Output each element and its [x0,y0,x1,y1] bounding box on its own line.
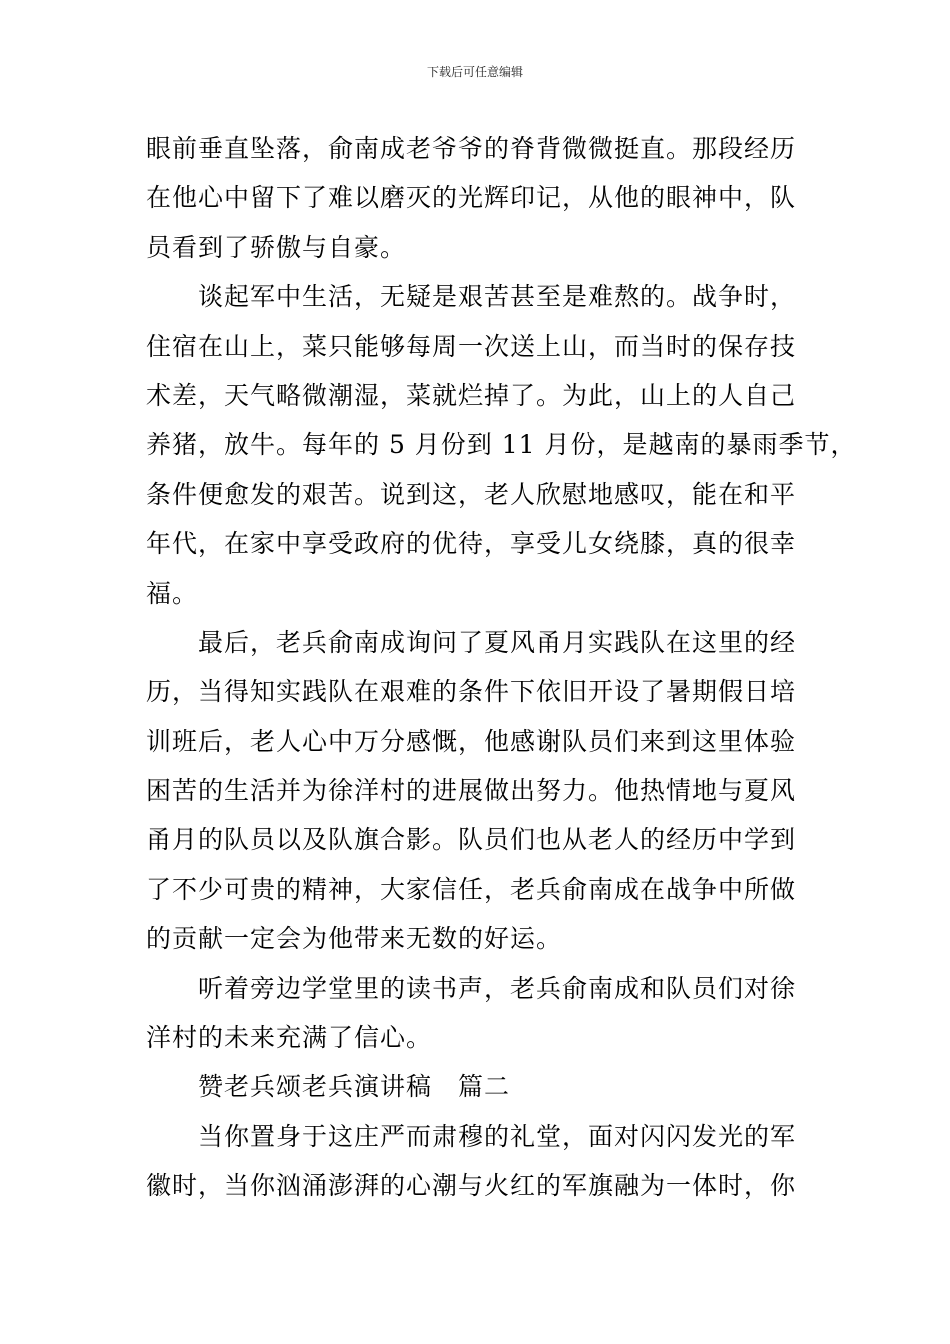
text-line: 训班后，老人心中万分感慨，他感谢队员们来到这里体验 [146,726,797,756]
text-line: 员看到了骄傲与自豪。 [146,232,407,262]
text-line: 甬月的队员以及队旗合影。队员们也从老人的经历中学到 [146,825,797,855]
document-body [146,124,857,1211]
text-line: 养猪，放牛。每年的 5 月份到 11 月份，是越南的暴雨季节， [146,430,857,460]
text-line: 困苦的生活并为徐洋村的进展做出努力。他热情地与夏风 [146,776,797,806]
text-line: 年代，在家中享受政府的优待，享受儿女绕膝，真的很幸 [146,529,797,559]
text-line: 洋村的未来充满了信心。 [146,1023,433,1053]
text-line: 徽时，当你汹涌澎湃的心潮与火红的军旗融为一体时，你 [146,1171,797,1201]
paragraph-first-line: 谈起军中生活，无疑是艰苦甚至是难熬的。战争时， [198,282,797,312]
text-line: 的贡献一定会为他带来无数的好运。 [146,924,563,954]
paragraph-first-line: 当你置身于这庄严而肃穆的礼堂，面对闪闪发光的军 [198,1121,797,1151]
text-line: 眼前垂直坠落，俞南成老爷爷的脊背微微挺直。那段经历 [146,134,797,163]
paragraph-first-line: 最后，老兵俞南成询问了夏风甬月实践队在这里的经 [198,627,797,657]
text-line: 历，当得知实践队在艰难的条件下依旧开设了暑期假日培 [146,677,797,707]
text-line: 了不少可贵的精神，大家信任，老兵俞南成在战争中所做 [146,874,797,904]
text-line: 术差，天气略微潮湿，菜就烂掉了。为此，山上的人自己 [146,380,797,410]
text-line: 条件便愈发的艰苦。说到这，老人欣慰地感叹，能在和平 [146,479,797,509]
paragraph-first-line: 听着旁边学堂里的读书声，老兵俞南成和队员们对徐 [198,973,797,1003]
text-line: 在他心中留下了难以磨灭的光辉印记，从他的眼神中，队 [146,183,797,213]
text-line: 福。 [146,578,199,608]
text-line: 住宿在山上，菜只能够每周一次送上山，而当时的保存技 [146,331,797,361]
section-heading: 赞老兵颂老兵演讲稿 篇二 [198,1072,511,1102]
page-header: 下载后可任意编辑 [426,65,523,79]
